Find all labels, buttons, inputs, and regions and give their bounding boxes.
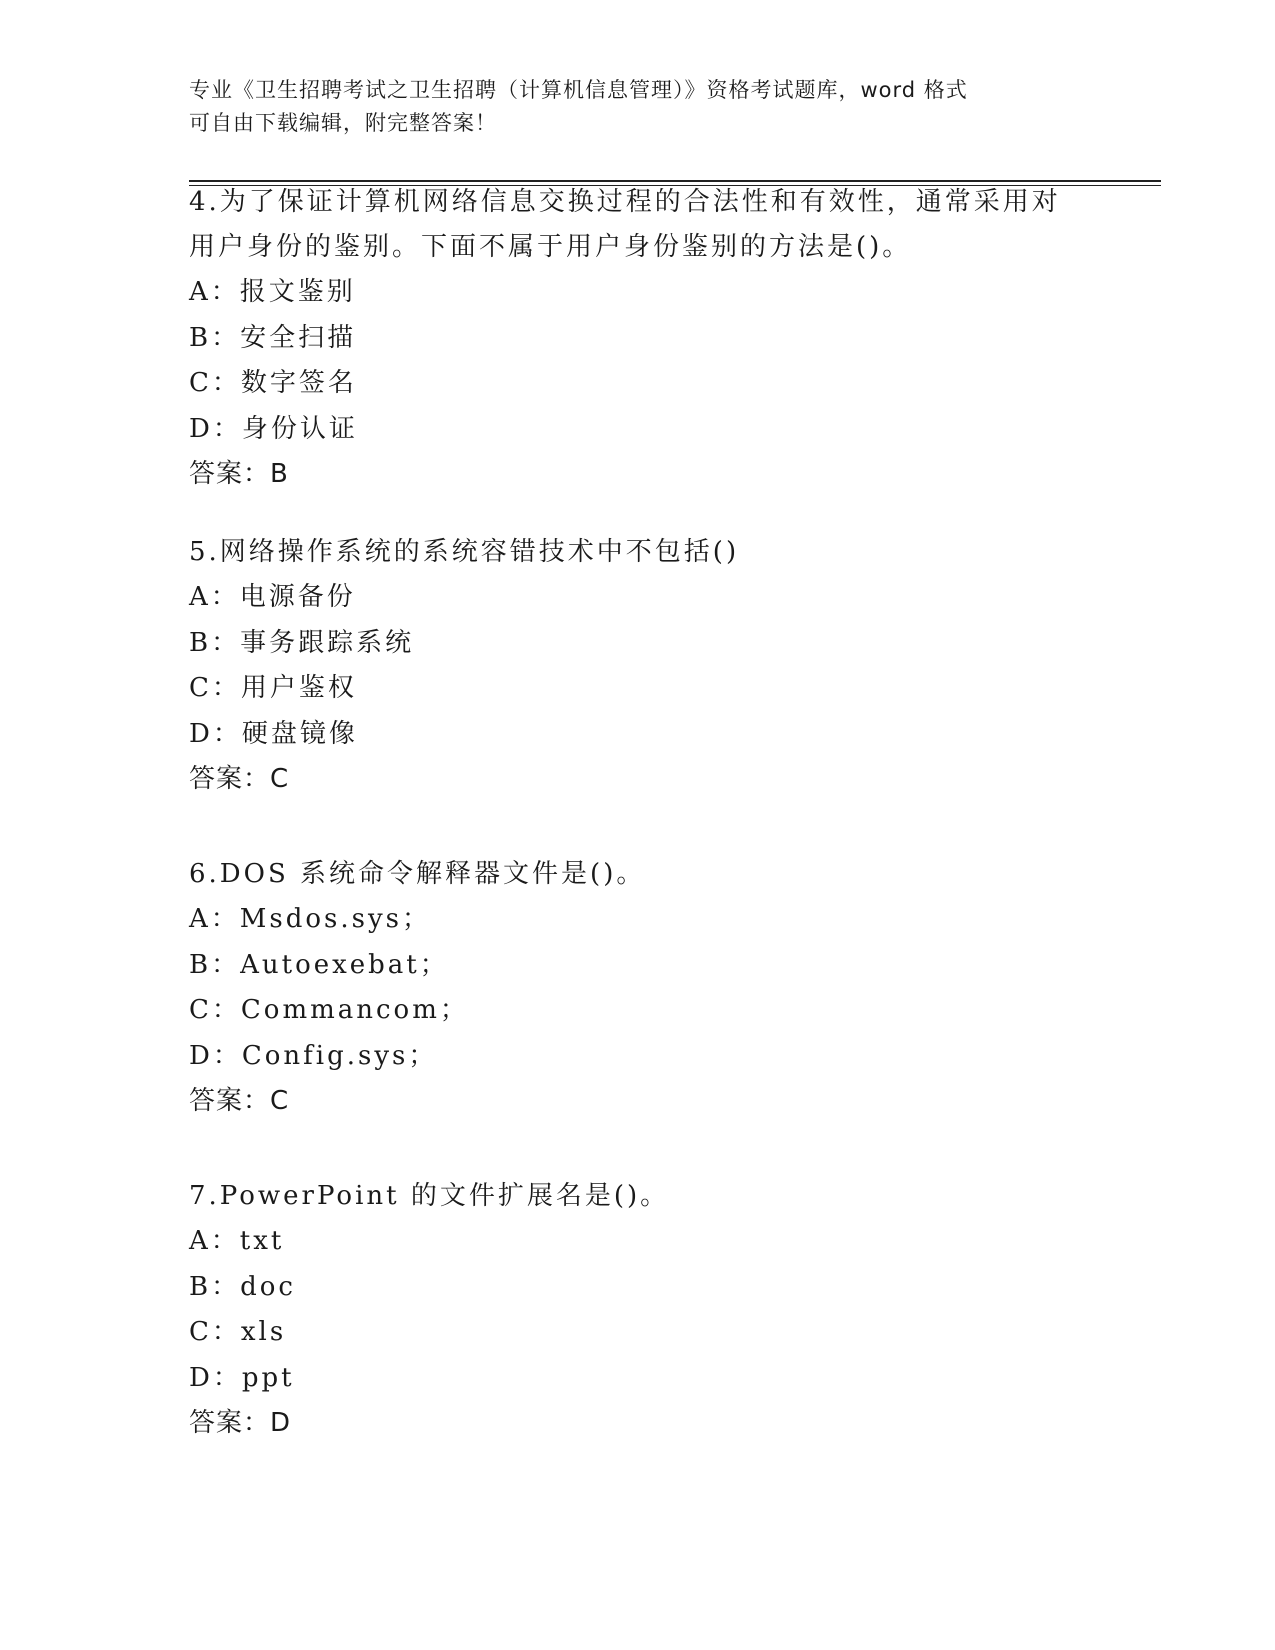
option-a: A：txt (189, 1226, 285, 1256)
question-stem-line: 7.PowerPoint 的文件扩展名是()。 (189, 1181, 670, 1211)
option-a: A：电源备份 (189, 582, 356, 612)
question-stem-line: 6.DOS 系统命令解释器文件是()。 (189, 859, 646, 889)
question-stem-line: 5.网络操作系统的系统容错技术中不包括() (189, 537, 740, 567)
header-line-2: 可自由下载编辑，附完整答案！ (189, 111, 497, 135)
header-line-1: 专业《卫生招聘考试之卫生招聘（计算机信息管理）》资格考试题库，word 格式 (189, 78, 968, 102)
question-stem-line: 用户身份的鉴别。下面不属于用户身份鉴别的方法是()。 (189, 232, 912, 262)
question-6 (189, 852, 1089, 1124)
answer-line: 答案：D (189, 1408, 292, 1438)
option-b: B：事务跟踪系统 (189, 627, 415, 658)
option-b: B：doc (189, 1271, 296, 1302)
option-d: D：硬盘镜像 (189, 718, 358, 749)
question-4 (189, 180, 1089, 497)
option-d: D：ppt (189, 1362, 295, 1393)
option-c: C：xls (189, 1317, 287, 1347)
question-5 (189, 530, 1089, 802)
document-header (189, 74, 1089, 140)
option-b: B：Autoexebat； (189, 949, 449, 980)
option-a: A：Msdos.sys； (189, 904, 432, 934)
answer-line: 答案：B (189, 459, 289, 489)
question-stem-line: 4.为了保证计算机网络信息交换过程的合法性和有效性，通常采用对 (189, 187, 1061, 217)
answer-line: 答案：C (189, 1086, 290, 1116)
option-list (189, 1219, 1089, 1401)
answer-line: 答案：C (189, 764, 290, 794)
option-list (189, 897, 1089, 1079)
option-c: C：用户鉴权 (189, 673, 357, 703)
option-c: C：数字签名 (189, 368, 357, 398)
question-7 (189, 1174, 1089, 1446)
option-c: C：Commancom； (189, 995, 469, 1025)
option-list (189, 270, 1089, 452)
option-a: A：报文鉴别 (189, 277, 356, 307)
option-b: B：安全扫描 (189, 322, 357, 353)
option-list (189, 575, 1089, 757)
option-d: D：Config.sys； (189, 1040, 438, 1071)
option-d: D：身份认证 (189, 413, 358, 444)
